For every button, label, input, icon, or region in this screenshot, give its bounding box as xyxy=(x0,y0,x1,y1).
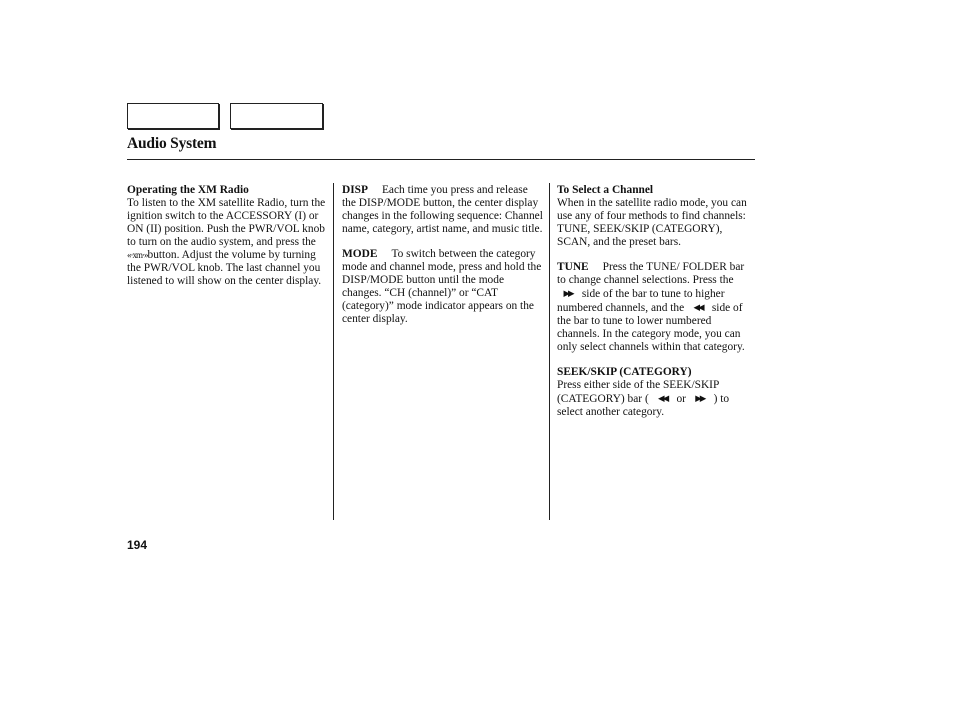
mode-section xyxy=(342,248,544,326)
operating-xm-section xyxy=(127,184,327,288)
mode-text: To switch between the category mode and channel mode, press and hold the DISP/MODE button until the mode changes. “CH (channel)” or “CAT (category)” mode indicator appears on the center display. xyxy=(342,248,542,325)
fast-forward-icon: ▶▶ xyxy=(695,393,705,403)
tune-text-2: side of the bar to tune to higher numbered channels, and the xyxy=(557,288,725,314)
column-disp-mode xyxy=(342,184,544,338)
column-operating-xm xyxy=(127,184,327,300)
select-channel-text: When in the satellite radio mode, you can use any of four methods to find channels: TUNE, SEEK/SKIP (CATEGORY), SCAN, and the preset bars. xyxy=(557,197,747,248)
operating-xm-heading: Operating the XM Radio xyxy=(127,184,249,196)
tune-text-1: Press the TUNE/ FOLDER bar to change channel selections. Press the xyxy=(557,261,745,286)
column-divider-1 xyxy=(333,183,334,520)
title-divider xyxy=(127,159,755,160)
tune-section xyxy=(557,261,755,354)
column-divider-2 xyxy=(549,183,550,520)
page-number: 194 xyxy=(127,538,148,552)
seek-skip-section xyxy=(557,366,755,419)
fast-forward-icon: ▶▶ xyxy=(563,288,573,298)
seek-skip-heading: SEEK/SKIP (CATEGORY) xyxy=(557,366,692,378)
rewind-icon: ◀◀ xyxy=(658,393,668,403)
disp-section xyxy=(342,184,544,236)
xm-button-icon: «·xm·» xyxy=(127,250,148,260)
select-channel-heading: To Select a Channel xyxy=(557,184,654,196)
nav-tab-box-2[interactable] xyxy=(230,103,323,129)
disp-heading: DISP xyxy=(342,184,368,196)
seek-skip-text-3: ) to select another category. xyxy=(557,393,730,418)
operating-xm-text-2: button. Adjust the volume by turning the PWR/VOL knob. The last channel you listened to will show on the center display. xyxy=(127,249,322,287)
rewind-icon: ◀◀ xyxy=(693,302,703,312)
page-title: Audio System xyxy=(127,135,217,152)
tune-text-3: side of the bar to tune to lower numbered channels. In the category mode, you can only select channels within that category. xyxy=(557,302,745,353)
nav-tab-box-1[interactable] xyxy=(127,103,219,129)
select-channel-section xyxy=(557,184,755,249)
seek-skip-text-2: or xyxy=(673,393,689,405)
column-select-channel xyxy=(557,184,755,431)
tune-heading: TUNE xyxy=(557,261,589,273)
disp-text: Each time you press and release the DISP/MODE button, the center display changes in the following sequence: Channel name, category, artist name, and music title. xyxy=(342,184,543,235)
seek-skip-text-1: Press either side of the SEEK/SKIP (CATEGORY) bar ( xyxy=(557,379,719,405)
mode-heading: MODE xyxy=(342,248,378,260)
operating-xm-text-1: To listen to the XM satellite Radio, turn the ignition switch to the ACCESSORY (I) or ON (II) position. Push the PWR/VOL knob to turn on the audio system, and press the xyxy=(127,197,326,248)
